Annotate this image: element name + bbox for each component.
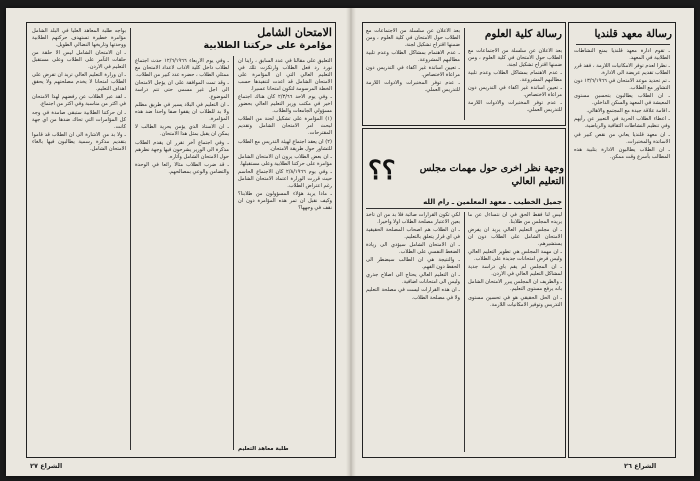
article-paragraph: ـ وفي اجتماع آخر تقرر ان يقدم الطلاب مذكرة الى الوزير يشرحون فيها وجهة نظرهم حول الامتحان الشامل وآثاره. xyxy=(135,139,229,160)
article-paragraph: ليس لنا فقط الحق في ان نتساءل عن ما يريده المجلس من طلابنا. xyxy=(468,212,562,226)
article-paragraph: ـ عدم الاهتمام بمشاكل الطلاب وعدم تلبية مطالبهم المشروعة. xyxy=(468,70,562,84)
headline: وجهة نظر اخرى حول مهمات مجلس التعليم العالي xyxy=(419,163,564,187)
right-page xyxy=(362,22,678,470)
column-rule xyxy=(464,212,465,452)
article-paragraph: ـ ان الامتحان الشامل ليس الا حلقة من حلقات التآمر على الطلاب وعلى مستقبل التعليم في الاردن. xyxy=(32,50,126,71)
article-paragraph: ـ لقد عبر الطلاب عن رفضهم لهذا الامتحان في اكثر من مناسبة وفي اكثر من اجتماع. xyxy=(32,94,126,108)
article-paragraph: ـ والنتيجة هي ان الطالب سيضطر الى الحفظ دون الفهم. xyxy=(366,257,460,271)
left-column-left xyxy=(32,28,126,452)
article-paragraph: ـ اعطاء الطلاب الحرية في التعبير عن رأيهم وفي تنظيم النشاطات الثقافية والرياضية. xyxy=(574,116,670,130)
article-paragraph: ـ والطريف ان المجلس يبرر الامتحان الشامل بانه يرفع مستوى التعليم. xyxy=(468,279,562,293)
article-paragraph: ـ عدم الاهتمام بمشاكل الطلاب وعدم تلبية مطالبهم المشروعة. xyxy=(366,50,460,64)
article-paragraph: ـ وفي يوم ٢/٨/١٩٦٦ كان الاجتماع الحاسم حيث قررت الوزارة اعتماد الامتحان الشامل رغم اعتراض الطلاب. xyxy=(238,168,332,189)
headline-column-left xyxy=(366,212,460,452)
magazine-spread xyxy=(6,8,694,476)
article-paragraph: ـ عدم توفر المختبرات والادوات اللازمة للتدريس العملي. xyxy=(366,80,460,94)
article-paragraph: ـ ان وزارة التعليم العالي تريد ان تفرض على الطلاب امتحانا لا يخدم مصلحتهم ولا يحقق اهداف التعليم. xyxy=(32,72,126,93)
left-signature: طلبة معاهد التعليم xyxy=(238,446,289,452)
left-subheading: مؤامرة على حركتنا الطلابية xyxy=(203,40,332,51)
article-paragraph: ـ ان بعض الطلاب يرون ان الامتحان الشامل مؤامرة على حركتنا الطلابية وعلى مستقبلها. xyxy=(238,153,332,167)
article-paragraph: ـ ان الاستاذ الذي يؤمن بحرية الطالب لا يمكن ان يقبل بمثل هذا الامتحان. xyxy=(135,124,229,138)
right-folio: الشراع ٢٦ xyxy=(624,462,657,470)
article-paragraph: ـ ان الطلاب يطالبون الادارة بتلبية هذه المطالب بأسرع وقت ممكن. xyxy=(574,146,670,160)
headline-column-right xyxy=(468,212,562,452)
article-paragraph: ـ تعيين اساتذة غير اكفاء في التدريس دون مراعاة الاختصاص. xyxy=(468,85,562,99)
column-rule xyxy=(233,56,234,450)
article-paragraph: لكي تكون القرارات صائبة فلا بد من ان تأخذ بعين الاعتبار مصلحة الطلاب اولا واخيرا. xyxy=(366,212,460,226)
byline-rule xyxy=(366,208,562,209)
article-paragraph: ـ ان هذه القرارات ليست في مصلحة التعليم ولا في مصلحة الطلاب. xyxy=(366,287,460,301)
article-paragraph: ـ ان المجلس لم يقم باي دراسة جدية لمشاكل التعليم العالي في الاردن. xyxy=(468,264,562,278)
article-paragraph: (١) المؤامرة على تشكيل لجنة من الطلاب لبحث امر الامتحان الشامل وتقديم المقترحات. xyxy=(238,116,332,137)
article-paragraph: ـ تقوم ادارة معهد قلنديا بمنع النشاطات الطلابية في المعهد. xyxy=(574,48,670,62)
left-column-middle xyxy=(135,58,229,452)
heading-underline xyxy=(576,44,670,45)
article-paragraph: (٢) ان يعقد اجتماع لهيئة التدريس مع الطلاب للتشاور حول طريقة الامتحان. xyxy=(238,138,332,152)
article-paragraph: ـ ماذا يريد هؤلاء المسؤولون من طلابنا؟ وكيف نقبل ان تمر هذه المؤامرة دون ان نقف في وجهها؟ xyxy=(238,190,332,211)
column-rule xyxy=(464,28,465,120)
article-paragraph: ـ عدم توفر المختبرات والادوات اللازمة للتدريس العملي. xyxy=(468,100,562,114)
article-paragraph: ـ وقد تمت الموافقة على ان يؤجل الامتحان الى اجل غير مسمى حتى تتم دراسة الموضوع. xyxy=(135,80,229,101)
headline-byline: جميل الخطيب ـ معهد المعلمين ـ رام الله xyxy=(423,198,562,206)
article-paragraph: ـ ان الامتحان الشامل سيؤدي الى زيادة الضغط النفسي على الطلاب. xyxy=(366,242,460,256)
article-paragraph: ـ وفي يوم الاحد ٢/٣/٦٦ كان هناك اجتماع اخير في مكتب وزير التعليم العالي بحضور مسؤولي الجامعات والطلاب. xyxy=(238,94,332,115)
left-column-right xyxy=(238,58,332,444)
left-page xyxy=(24,22,340,470)
article-paragraph: ـ تم تحديد موعد الامتحان في ١٣/٦/١٩٦٦ دون التشاور مع الطلاب. xyxy=(574,78,670,92)
science-column-right xyxy=(468,48,562,122)
page-gutter xyxy=(346,8,356,476)
science-column-left xyxy=(366,28,460,122)
article-paragraph: بعد الاعلان عن سلسلة من الاجتماعات مع الطلاب حول الامتحان في كلية العلوم ، ومن ضمنها اقتراح تشكيل لجنة. xyxy=(366,28,460,49)
article-paragraph: ـ ان التعليم في البلاد يسير في طريق مظلم ولا بد للطلاب ان يقفوا صفا واحدا ضد هذه المؤامرة. xyxy=(135,102,229,123)
article-paragraph: ـ اقامة علاقة جيدة مع المجتمع والاهالي. xyxy=(586,108,670,115)
article-paragraph: ـ وفي يوم الاربعاء ١٢/٦/١٩٦٦ حدث اجتماع لطلاب داخل كلية الاداب لاعداد الامتحان مع ممثلي الطلاب ، حضره عدد كبير من الطلاب. xyxy=(135,58,229,79)
column-rule xyxy=(130,28,131,450)
qalandia-heading: رسالة معهد قلنديا xyxy=(594,28,672,40)
article-paragraph: التعليق على مقالنا في عدد السابق ، رأينا ان نورد رد فعل الطلاب وارتكزت تلك في التعليم العالي التي ان المؤامرة على الامتحان الشامل قد اعدت لتنفيذها حسب الخطة المرسومة لتكون امتحانا عسيرا. xyxy=(238,58,332,93)
qalandia-column xyxy=(574,48,670,452)
article-paragraph: ـ ان الطلاب يطالبون بتحسين مستوى المعيشة في المعهد والسكن الداخلي. xyxy=(574,93,670,107)
article-paragraph: ـ ان التعليم العالي يحتاج الى اصلاح جذري وليس الى امتحانات اضافية. xyxy=(366,272,460,286)
left-folio: الشراع ٢٧ xyxy=(30,462,63,470)
left-heading: الامتحان الشامل xyxy=(257,26,332,39)
article-paragraph: ـ نظرا لعدم توفر الامكانيات اللازمة ، فقد قرر الطلاب تقديم عريضة الى الادارة. xyxy=(574,63,670,77)
question-marks: ؟؟ xyxy=(368,156,396,186)
article-paragraph: ـ تعيين اساتذة غير اكفاء في التدريس دون مراعاة الاختصاص. xyxy=(366,65,460,79)
article-paragraph: ـ ولا بد من الاشارة الى ان الطلاب قد قاموا بتقديم مذكرة رسمية يطالبون فيها بالغاء الامتحان الشامل. xyxy=(32,131,126,152)
article-paragraph: بواجه طلبة المعاهد العليا في البلد الشامل مؤامرة خطيرة تستهدف حركتهم الطلابية ووحدتها وتاريخها النضالي الطويل. xyxy=(32,28,126,49)
article-paragraph: ـ ان حركتنا الطلابية ستبقى صامدة في وجه كل المؤامرات التي تحاك ضدها من اي جهة كانت. xyxy=(32,109,126,130)
article-paragraph: بعد الاعلان عن سلسلة من الاجتماعات مع الطلاب حول الامتحان في كلية العلوم ، ومن ضمنها اقتراح تشكيل لجنة. xyxy=(468,48,562,69)
article-paragraph: ـ قد ضرب الطلاب مثالا رائعا في الوحدة والتضامن والوعي بمصالحهم. xyxy=(135,161,229,175)
article-paragraph: ـ ان الحل الحقيقي هو في تحسين مستوى التدريس وتوفير الامكانيات اللازمة. xyxy=(468,294,562,308)
article-paragraph: ـ ان معهد قلنديا يعاني من نقص كبير في الاساتذة والمختبرات. xyxy=(574,131,670,145)
article-paragraph: ـ ان مجلس التعليم العالي يريد ان يفرض الامتحان الشامل على الطلاب دون ان يستشيرهم. xyxy=(468,227,562,248)
article-paragraph: ـ ان الطلاب هم اصحاب المصلحة الحقيقية في اي قرار يتعلق بالتعليم. xyxy=(366,227,460,241)
science-heading: رسالة كلية العلوم xyxy=(484,28,562,40)
article-paragraph: ـ ان مهمة المجلس هي تطوير التعليم العالي وليس فرض امتحانات جديدة على الطلاب. xyxy=(468,249,562,263)
